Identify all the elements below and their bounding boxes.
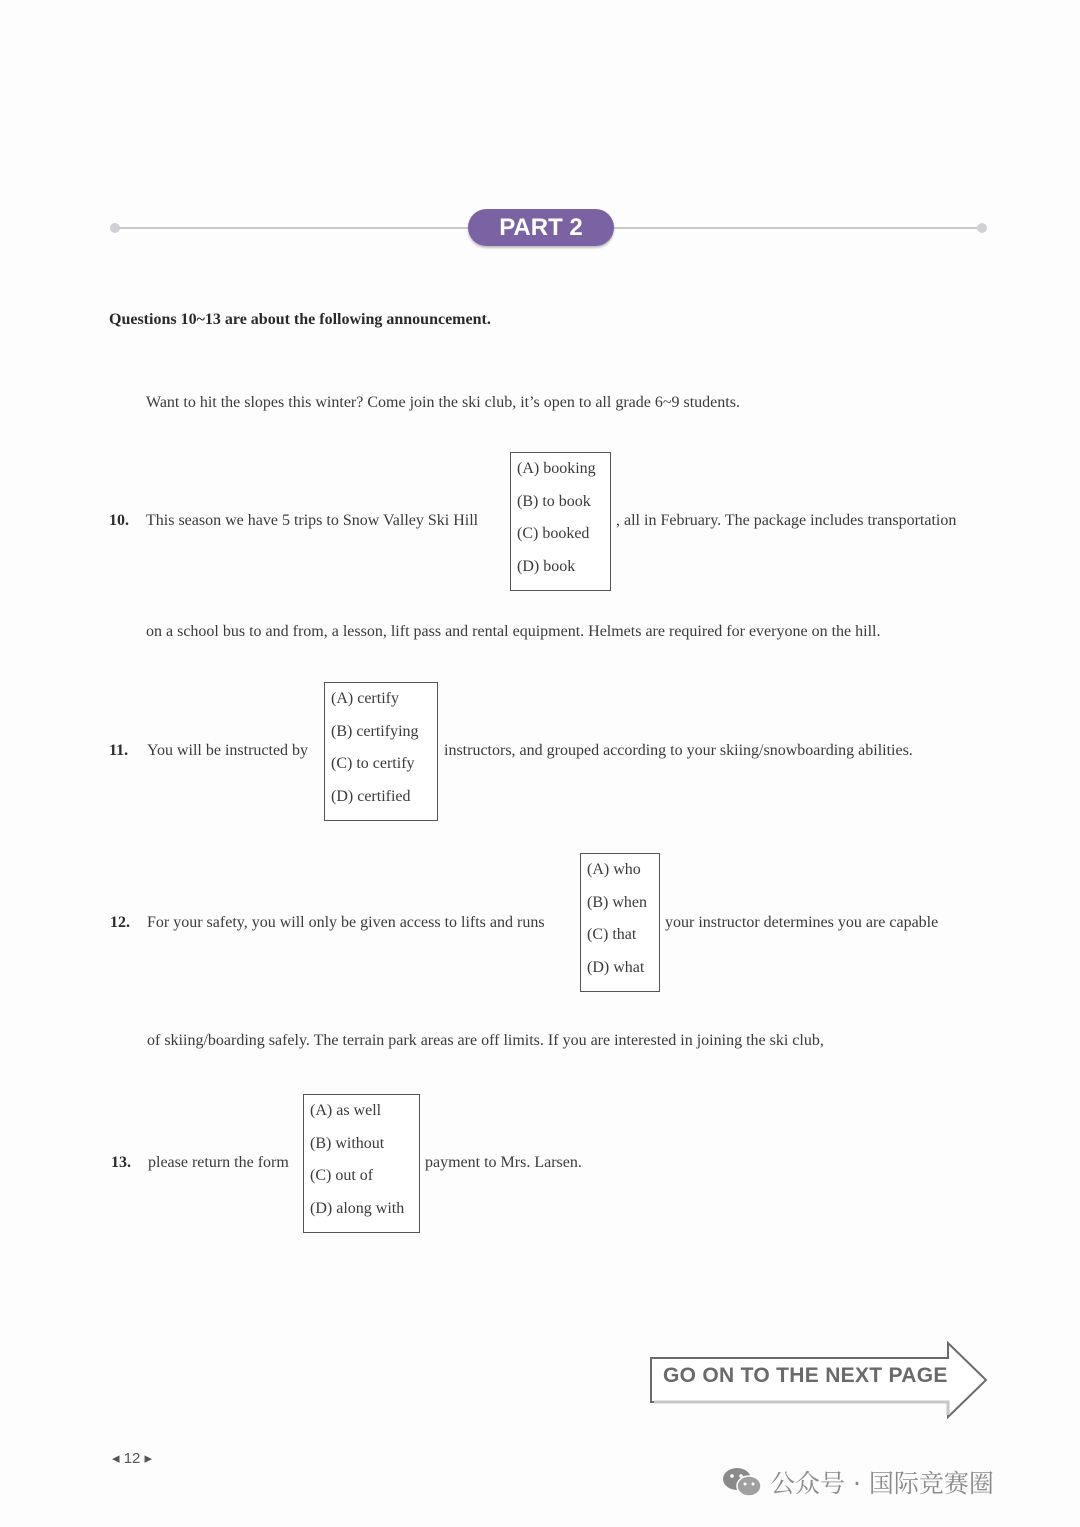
option-a[interactable]: (A) booking (517, 460, 596, 477)
question-number: 10. (109, 512, 129, 529)
question-text-before: This season we have 5 trips to Snow Valley Ski Hill (146, 512, 479, 529)
rule-right (612, 227, 980, 229)
continuation-text: of skiing/boarding safely. The terrain park areas are off limits. If you are interested in joining the ski club, (147, 1032, 824, 1049)
question-text-after: instructors, and grouped according to your skiing/snowboarding abilities. (444, 742, 913, 759)
option-box-q11 (324, 682, 438, 821)
option-box-q12 (580, 853, 660, 992)
question-text-before: For your safety, you will only be given access to lifts and runs (147, 914, 545, 931)
question-number: 11. (109, 742, 129, 759)
page-number: ◂ 12 ▸ (112, 1450, 153, 1467)
watermark (722, 1464, 994, 1504)
option-b[interactable]: (B) when (587, 893, 647, 911)
option-c[interactable]: (C) booked (517, 525, 590, 542)
option-box-q13 (303, 1094, 420, 1233)
question-text-after: , all in February. The package includes transportation (616, 512, 957, 529)
option-a[interactable]: (A) certify (331, 690, 399, 707)
question-number: 13. (111, 1154, 131, 1171)
option-d[interactable]: (D) book (517, 557, 576, 575)
question-text-after: payment to Mrs. Larsen. (425, 1154, 582, 1171)
question-text-before: You will be instructed by (147, 742, 309, 759)
option-d[interactable]: (D) along with (310, 1199, 405, 1217)
part-label: PART 2 (468, 209, 614, 246)
option-c[interactable]: (C) out of (310, 1167, 374, 1184)
rule-left (118, 227, 470, 229)
option-box-q10 (510, 452, 611, 591)
option-d[interactable]: (D) certified (331, 787, 411, 805)
rule-right-dot (977, 223, 987, 233)
continuation-text: on a school bus to and from, a lesson, lift pass and rental equipment. Helmets are required for everyone on the hill. (146, 623, 881, 640)
question-number: 12. (110, 914, 130, 931)
next-page-label: GO ON TO THE NEXT PAGE (663, 1364, 948, 1387)
instructions: Questions 10~13 are about the following announcement. (109, 311, 491, 328)
option-b[interactable]: (B) to book (517, 492, 591, 510)
option-d[interactable]: (D) what (587, 958, 645, 976)
intro-text: Want to hit the slopes this winter? Come join the ski club, it’s open to all grade 6~9 students. (146, 394, 740, 411)
question-text-before: please return the form (148, 1154, 289, 1171)
wechat-icon (722, 1465, 762, 1499)
option-a[interactable]: (A) who (587, 861, 641, 878)
option-c[interactable]: (C) that (587, 926, 637, 943)
question-text-after: your instructor determines you are capable (665, 914, 939, 931)
option-b[interactable]: (B) without (310, 1134, 385, 1152)
option-c[interactable]: (C) to certify (331, 755, 415, 772)
option-b[interactable]: (B) certifying (331, 722, 419, 740)
option-a[interactable]: (A) as well (310, 1102, 382, 1119)
watermark-text: 公众号 · 国际竞赛圈 (770, 1469, 994, 1498)
